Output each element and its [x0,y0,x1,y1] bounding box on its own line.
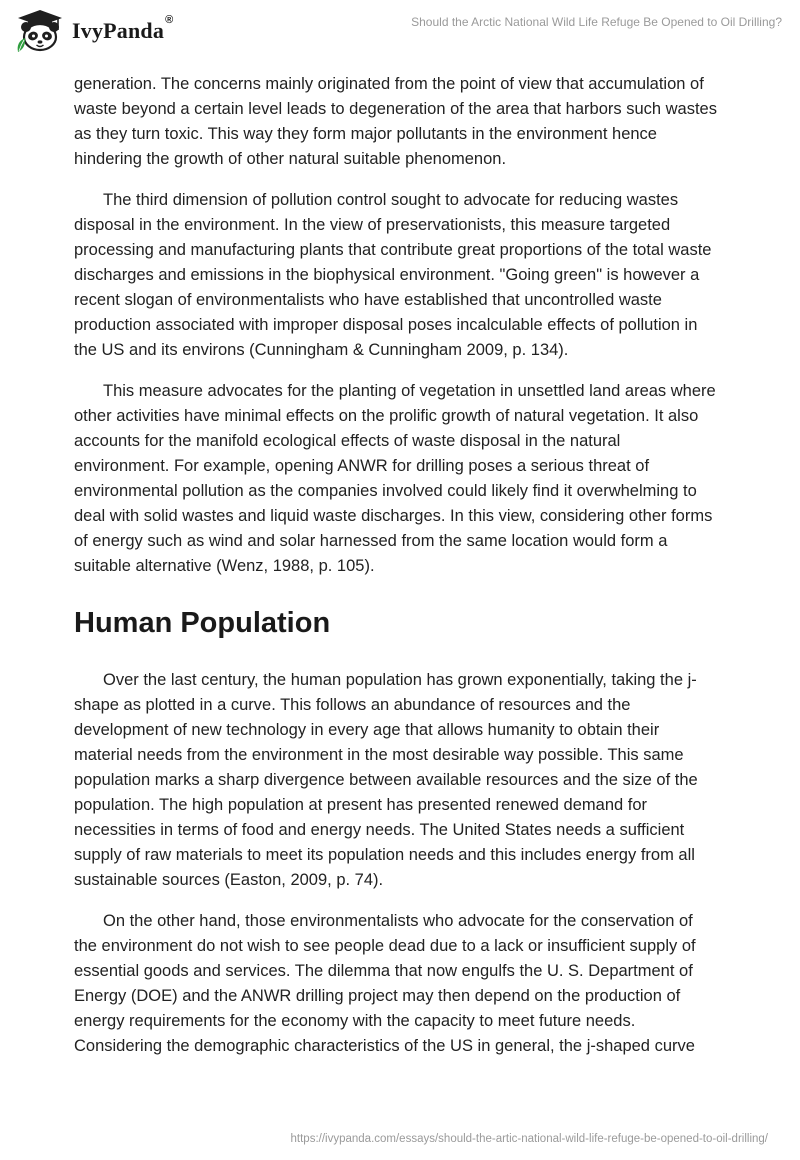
document-title: Should the Arctic National Wild Life Refuge Be Opened to Oil Drilling? [411,15,782,29]
essay-body [74,72,720,1075]
source-url-link[interactable]: https://ivypanda.com/essays/should-the-artic-national-wild-life-refuge-be-opened-to-oil-drilling/ [290,1133,768,1145]
logo-wordmark: IvyPanda® [72,14,174,43]
paragraph: The third dimension of pollution control sought to advocate for reducing wastes disposal in the environment. In the view of preservationists, this measure targeted processing and manufacturing plants that contribute great proportions of the total waste discharges and emissions in the biophysical environment. "Going green" is however a recent slogan of environmentalists who have established that uncontrolled waste production associated with improper disposal poses incalculable effects of pollution in the US and its environs (Cunningham & Cunningham 2009, p. 134). [74,191,712,359]
registered-mark: ® [165,14,174,26]
section-heading: Human Population [74,607,331,639]
paragraph: Over the last century, the human population has grown exponentially, taking the j-shape as plotted in a curve. This follows an abundance of resources and the development of new technology in every age that allows humanity to obtain their material needs from the environment in the most desirable way possible. This same population marks a sharp divergence between available resources and the size of the population. The high population at present has presented renewed demand for necessities in terms of food and energy needs. The United States needs a sufficient supply of raw materials to meet its population needs and this includes energy from all sustainable sources (Easton, 2009, p. 74). [74,671,698,889]
panda-graduate-icon [14,8,66,54]
paragraph: generation. The concerns mainly originated from the point of view that accumulation of waste beyond a certain level leads to degeneration of the area that harbors such wastes as they turn toxic. This way they form major pollutants in the environment hence hindering the growth of other natural suitable phenomenon. [74,75,717,168]
ivypanda-logo-link[interactable] [14,8,173,54]
paragraph: On the other hand, those environmentalists who advocate for the conservation of the environment do not wish to see people dead due to a lack or insufficient supply of essential goods and services. The dilemma that now engulfs the U. S. Department of Energy (DOE) and the ANWR drilling project may then depend on the production of energy requirements for the economy with the capacity to meet future needs. Considering the demographic characteristics of the US in general, the j-shaped curve [74,912,696,1055]
page-header [0,0,800,64]
paragraph: This measure advocates for the planting of vegetation in unsettled land areas where other activities have minimal effects on the prolific growth of natural vegetation. It also accounts for the manifold ecological effects of waste disposal in the natural environment. For example, opening ANWR for drilling poses a serious threat of environmental pollution as the companies involved could likely find it overwhelming to deal with solid wastes and liquid waste discharges. In this view, considering other forms of energy such as wind and solar harnessed from the same location would form a suitable alternative (Wenz, 1988, p. 105). [74,382,716,575]
